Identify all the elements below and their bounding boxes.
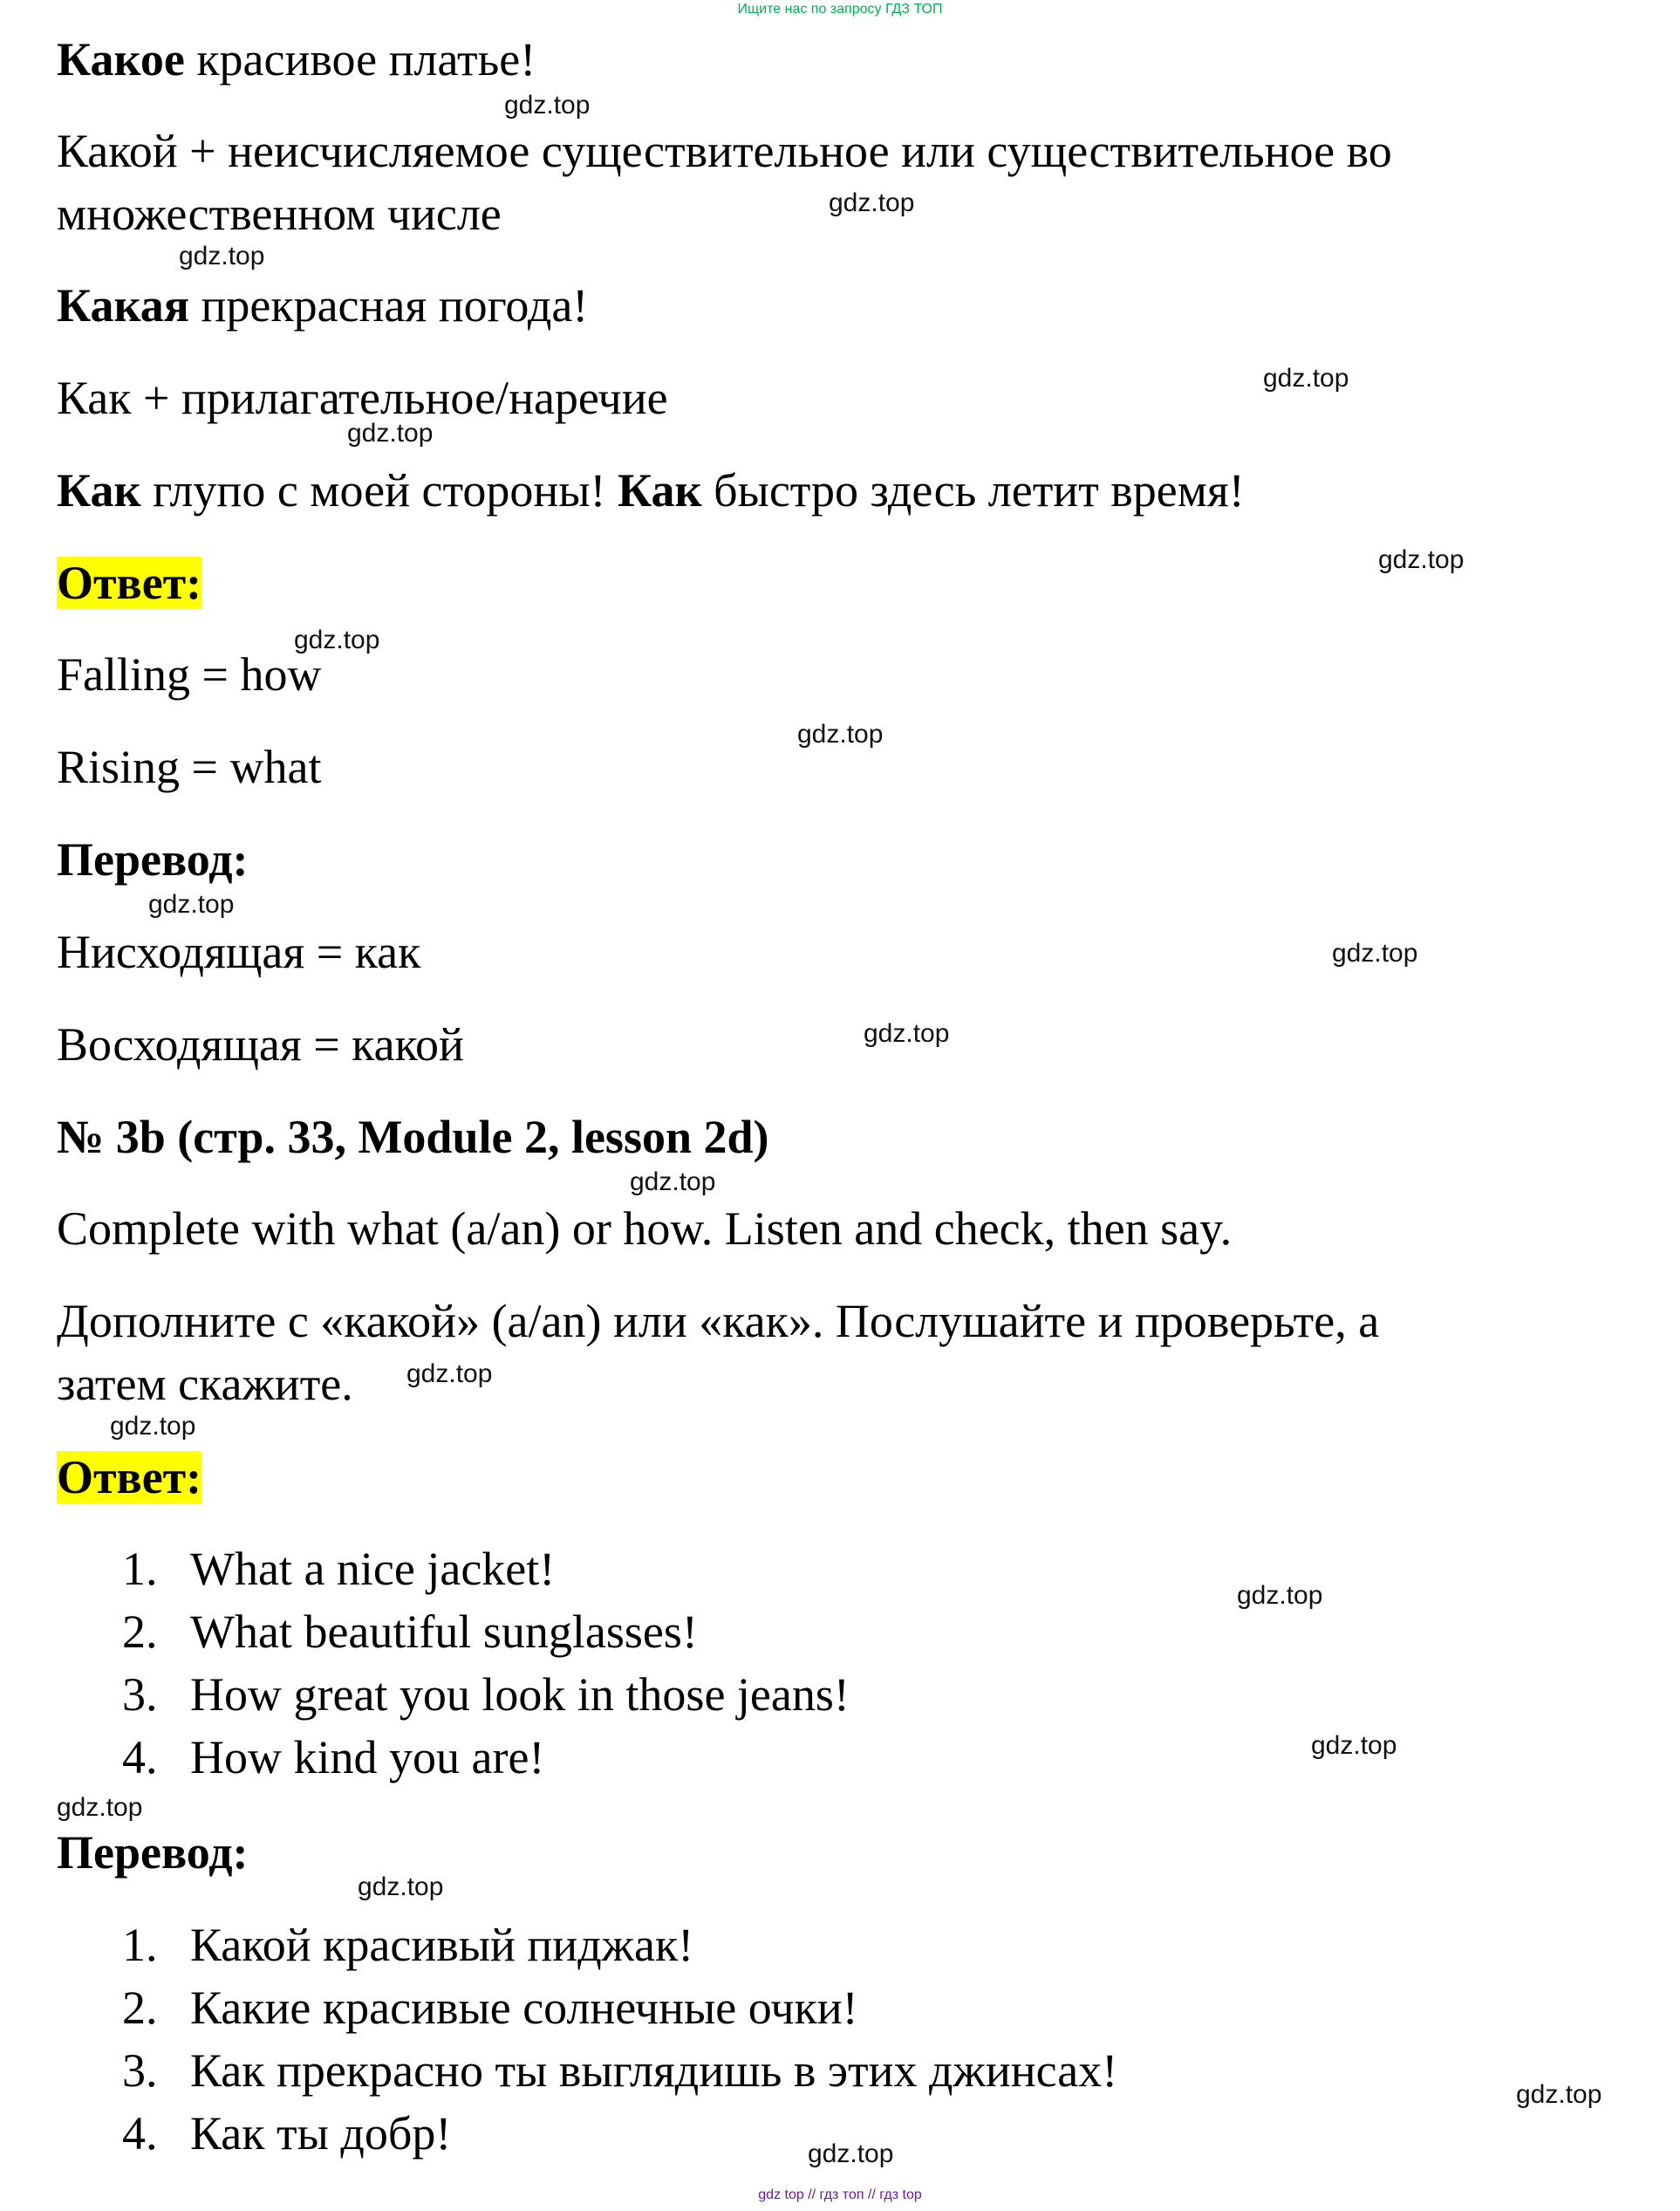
- answer-heading-2: [57, 1446, 201, 1509]
- watermark: gdz.top: [797, 720, 884, 749]
- watermark: gdz.top: [808, 2139, 894, 2168]
- intro-line-1: [57, 28, 536, 91]
- intro-line-6-text-2: быстро здесь летит время!: [701, 464, 1245, 517]
- translation-line-1: Нисходящая = как: [57, 926, 421, 978]
- list-item: [122, 1663, 850, 1726]
- list-item-number: 2.: [122, 1982, 158, 2034]
- list-item-number: 4.: [122, 2107, 158, 2160]
- list-item-number: 4.: [122, 1731, 158, 1783]
- list-item-text: Как прекрасно ты выглядишь в этих джинсах!: [190, 2044, 1118, 2097]
- list-item: [122, 1913, 1117, 1976]
- watermark: gdz.top: [1237, 1581, 1323, 1610]
- intro-line-4: [57, 274, 588, 337]
- watermark: gdz.top: [358, 1872, 444, 1901]
- answer-heading-1: [57, 551, 201, 614]
- translation-heading-1: Перевод:: [57, 833, 249, 886]
- answer-rising: Rising = what: [57, 741, 322, 793]
- watermark: gdz.top: [1332, 939, 1418, 968]
- list-item-text: What beautiful sunglasses!: [190, 1605, 698, 1658]
- watermark: gdz.top: [347, 419, 434, 448]
- answer-list: [122, 1537, 850, 1789]
- answer-label-1: Ответ:: [57, 557, 202, 609]
- list-item-number: 2.: [122, 1605, 158, 1658]
- answer-falling: Falling = how: [57, 648, 322, 701]
- intro-line-6-bold-2: Как: [618, 464, 702, 517]
- header-note: Ищите нас по запросу ГДЗ ТОП: [737, 2, 943, 17]
- watermark: gdz.top: [1263, 364, 1349, 393]
- task-instruction-en: Complete with what (a/an) or how. Listen and check, then say.: [57, 1202, 1233, 1255]
- answer-label-2: Ответ:: [57, 1451, 202, 1503]
- watermark: gdz.top: [294, 626, 380, 654]
- list-item-text: Какие красивые солнечные очки!: [190, 1982, 858, 2034]
- footer-note: gdz top // гдз топ // гдз top: [758, 2187, 922, 2202]
- watermark: gdz.top: [57, 1793, 143, 1822]
- translation-list: [122, 1913, 1117, 2165]
- watermark: gdz.top: [630, 1167, 716, 1196]
- list-item-text: Как ты добр!: [190, 2107, 452, 2160]
- watermark: gdz.top: [406, 1359, 493, 1388]
- list-item-number: 1.: [122, 1543, 158, 1595]
- list-item-number: 1.: [122, 1919, 158, 1971]
- list-item-number: 3.: [122, 2044, 158, 2097]
- list-item: [122, 1537, 850, 1600]
- watermark: gdz.top: [148, 890, 235, 919]
- list-item-text: Какой красивый пиджак!: [190, 1919, 694, 1971]
- list-item: [122, 2039, 1117, 2102]
- intro-line-1-bold: Какое: [57, 33, 185, 86]
- watermark: gdz.top: [829, 188, 915, 217]
- watermark: gdz.top: [179, 242, 265, 270]
- intro-line-1-rest: красивое платье!: [184, 33, 536, 86]
- list-item: [122, 1726, 850, 1789]
- intro-line-3: множественном числе: [57, 188, 502, 240]
- list-item-number: 3.: [122, 1668, 158, 1721]
- list-item: [122, 2102, 1117, 2165]
- watermark: gdz.top: [864, 1019, 950, 1048]
- intro-line-2: Какой + неисчисляемое существительное или существительное во: [57, 125, 1392, 177]
- list-item-text: How great you look in those jeans!: [190, 1668, 850, 1721]
- list-item: [122, 1976, 1117, 2039]
- watermark: gdz.top: [1516, 2080, 1602, 2109]
- watermark: gdz.top: [1378, 545, 1465, 574]
- task-instruction-ru-2: затем скажите.: [57, 1358, 353, 1410]
- intro-line-5: Как + прилагательное/наречие: [57, 372, 668, 424]
- intro-line-6-bold-1: Как: [57, 464, 141, 517]
- intro-line-4-rest: прекрасная погода!: [188, 279, 589, 332]
- watermark: gdz.top: [504, 91, 591, 120]
- watermark: gdz.top: [110, 1412, 196, 1441]
- watermark: gdz.top: [1311, 1731, 1397, 1760]
- translation-heading-2: Перевод:: [57, 1826, 249, 1879]
- intro-line-6: [57, 459, 1245, 522]
- task-title: № 3b (стр. 33, Module 2, lesson 2d): [57, 1111, 769, 1163]
- list-item-text: What a nice jacket!: [190, 1543, 556, 1595]
- list-item-text: How kind you are!: [190, 1731, 545, 1783]
- task-instruction-ru-1: Дополните с «какой» (a/an) или «как». Послушайте и проверьте, а: [57, 1295, 1380, 1347]
- intro-line-4-bold: Какая: [57, 279, 189, 332]
- intro-line-6-text-1: глупо с моей стороны!: [140, 464, 618, 517]
- translation-line-2: Восходящая = какой: [57, 1018, 464, 1071]
- list-item: [122, 1600, 850, 1663]
